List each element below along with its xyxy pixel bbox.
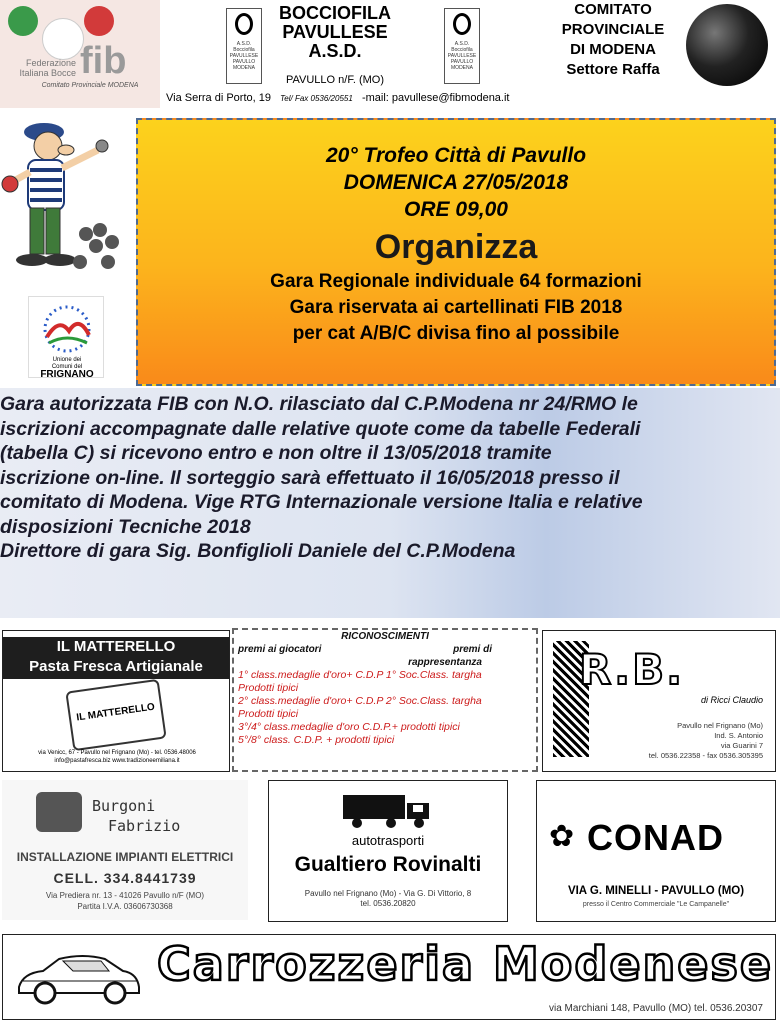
- prizes-box: RICONOSCIMENTI premi ai giocatori premi di rappresentanza 1° class.medaglie d'oro+ C.D.P 1° Soc.Class. targha Prodotti tipici 2° class.medaglie d'oro+ C.D.P 2° Soc.Class. targha Prodotti tipici 3°/4° class.medaglie d'oro C.D.P.+ prodotti tipici 5°/8° class. C.D.P. + prodotti tipici: [232, 628, 538, 772]
- club-telfax: Tel/ Fax 0536/20551: [280, 94, 353, 103]
- fib-logo: [0, 0, 160, 108]
- badge-ring-icon: [453, 13, 471, 35]
- white-ball-icon: [42, 18, 84, 60]
- sponsor-burgoni: Burgoni Fabrizio INSTALLAZIONE IMPIANTI ELETTRICI CELL. 334.8441739 Via Prediera nr. 13 - 41026 Pavullo n/F (MO) Partita I.V.A. 03606730368: [2, 780, 248, 920]
- conad-flower-icon: ✿: [549, 820, 575, 853]
- prizes-heading: RICONOSCIMENTI: [341, 631, 429, 642]
- green-ball-icon: [8, 6, 38, 36]
- event-time: ORE 09,00: [404, 198, 508, 221]
- event-box: [136, 118, 776, 386]
- comitato-provinciale-text: COMITATO PROVINCIALE DI MODENA Settore Raffa: [561, 1, 665, 78]
- prize-row: 1° class.medaglie d'oro+ C.D.P 1° Soc.Class. targha: [238, 669, 482, 681]
- prize-row: 2° class.medaglie d'oro+ C.D.P 2° Soc.Class. targha: [238, 695, 482, 707]
- event-date: DOMENICA 27/05/2018: [343, 171, 569, 194]
- red-ball-icon: [84, 6, 114, 36]
- club-city: PAVULLO n/F. (MO): [285, 74, 384, 86]
- event-line-2: Gara riservata ai cartellinati FIB 2018: [289, 297, 623, 318]
- sponsor-carrozzeria-modenese: Carrozzeria Modenese via Marchiani 148, Pavullo (MO) tel. 0536.20307: [2, 934, 776, 1020]
- event-organizza: Organizza: [374, 228, 538, 266]
- event-line-3: per cat A/B/C divisa fino al possibile: [292, 323, 620, 344]
- prize-row: Prodotti tipici: [238, 708, 299, 720]
- event-title: 20° Trofeo Città di Pavullo: [325, 144, 587, 167]
- sponsor-gualtiero-rovinalti: autotrasporti Gualtiero Rovinalti Pavullo nel Frignano (Mo) - Via G. Di Vittorio, 8 tel. 0536.20820: [268, 780, 508, 922]
- prize-row: Prodotti tipici: [238, 682, 299, 694]
- electrician-icon: [36, 792, 82, 832]
- rb-logo: R.B.: [579, 645, 685, 694]
- sponsor-conad: ✿ CONAD VIA G. MINELLI - PAVULLO (MO) presso il Centro Commerciale "Le Campanelle": [536, 780, 776, 922]
- truck-icon: [341, 791, 437, 829]
- fib-comitato-text: Comitato Provinciale MODENA: [41, 82, 139, 89]
- club-badge-right: A.S.D. Bocciofila PAVULLESE PAVULLO MODENA: [444, 8, 480, 84]
- bocce-ball-icon: [686, 4, 768, 86]
- club-address: Via Serra di Porto, 19: [166, 92, 271, 104]
- prize-row: 5°/8° class. C.D.P. + prodotti tipici: [238, 734, 395, 746]
- fib-federation-text: Federazione Italiana Bocce: [19, 58, 76, 78]
- sponsor-rb: R.B. di Ricci Claudio Pavullo nel Frignano (Mo) Ind. S. Antonio via Guarini 7 tel. 0536.22358 - fax 0536.305395: [542, 630, 776, 772]
- event-line-1: Gara Regionale individuale 64 formazioni: [270, 271, 642, 292]
- club-badge-left: A.S.D. Bocciofila PAVULLESE PAVULLO MODENA: [226, 8, 262, 84]
- club-title: BOCCIOFILA PAVULLESE A.S.D. PAVULLO n/F. (MO): [230, 4, 440, 90]
- prize-row: 3°/4° class.medaglie d'oro C.D.P.+ prodotti tipici: [238, 721, 460, 733]
- rules-text: Gara autorizzata FIB con N.O. rilasciato dal C.P.Modena nr 24/RMO le iscrizioni accompagnate dalle relative quote come da tabelle Federali (tabella C) si ricevono entro e non oltre il 13/05/2018 tramite iscrizione on-line. Il sorteggio sarà effettuato il 16/05/2018 presso il comitato di Modena. Vige RTG Internazionale versione Italia e relative disposizioni Tecniche 2018 Direttore di gara Sig. Bonfiglioli Daniele del C.P.Modena: [0, 393, 643, 562]
- fib-wordmark: fib: [80, 40, 127, 82]
- car-icon: [13, 943, 143, 1009]
- matterello-badge: IL MATTERELLO: [65, 679, 166, 751]
- club-address-line: [166, 92, 596, 104]
- unione-frignano-logo: Unione dei Comuni del FRIGNANO: [28, 296, 104, 378]
- bocce-player-illustration: [0, 112, 126, 288]
- club-email: -mail: pavullese@fibmodena.it: [361, 92, 510, 104]
- sponsor-il-matterello: IL MATTERELLO Pasta Fresca Artigianale IL MATTERELLO via Venicc, 67 - Pavullo nel Frignano (Mo) - tel. 0536.48006 info@pastafresca.biz www.tradizioneemiliana.it: [2, 630, 230, 772]
